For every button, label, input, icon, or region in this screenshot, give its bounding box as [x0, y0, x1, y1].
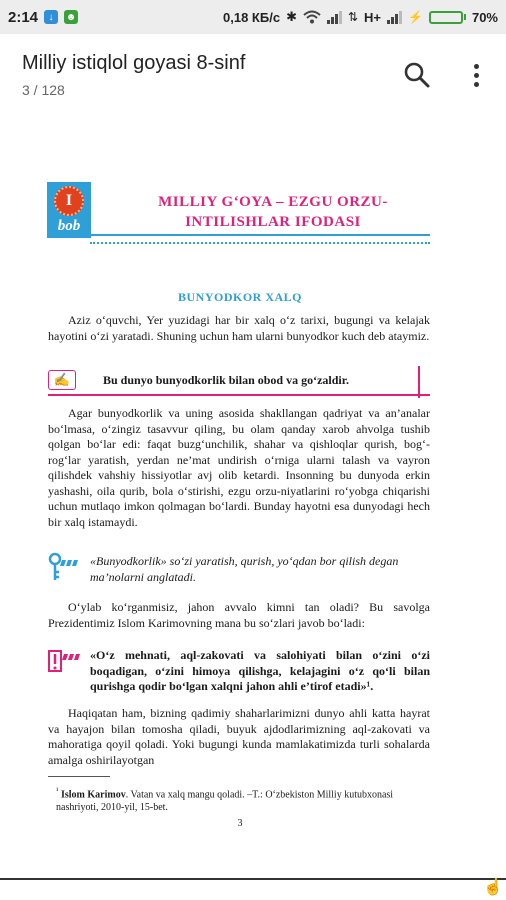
- chapter-badge: [47, 182, 91, 238]
- battery-icon: [429, 11, 466, 24]
- pen-hand-icon: ✍: [48, 370, 76, 390]
- more-vert-icon: [474, 64, 479, 69]
- wifi-icon: [303, 10, 321, 24]
- status-right: [223, 9, 498, 25]
- app-bar: [0, 34, 506, 117]
- download-icon: ↓: [44, 10, 58, 24]
- signal-icon: [387, 10, 402, 24]
- app-icon: ☻: [65, 11, 77, 23]
- page-indicator: 3 / 128: [22, 82, 65, 98]
- paragraph: Agar bunyodkorlik va uning asosida shakllangan qadriyat va an’analar bo‘lmasa, o‘zingiz tasavvur qiling, bu olam qanday xarob ahvolga tushib qolgan bo‘lar edi: faqat buzg‘unchilik, shahar va qishloqlar qurish, bog‘-rog‘lar yaratish, yerdan ne’mat undirish o‘rniga ularni talash va vayron qilishdek vahshiy hissiyotlar avj olib ketardi. Insonning bu dunyoda erkin yashashi, oila qurib, bola o‘stirishi, ezgu orzu-niyatlarini ro‘yobga chiqarishi uchun mutlaqo imkon qolmagan bo‘lardi. Bunday hayotni esa dunyodagi hech bir xalq istamaydi.: [48, 406, 430, 529]
- footnote-divider: [48, 776, 110, 777]
- status-left: [8, 9, 78, 26]
- page-number: 3: [237, 818, 243, 829]
- chapter-title: MILLIY G‘OYA – EZGU ORZU-INTILISHLAR IFODASI: [158, 194, 388, 230]
- chapter-word: bob: [57, 218, 81, 234]
- hand-icon[interactable]: ☝: [483, 879, 503, 896]
- quote-text: «O‘z mehnati, aql-zakovati va salohiyati bilan o‘zini o‘zi boqadigan, o‘zini himoya qilishga, kelajagini o‘z qo‘li bilan qurishga qodir bo‘lgan xalqni jahon ahli e’tirof etadi»¹.: [90, 648, 430, 693]
- footnote-mark: ¹: [56, 786, 59, 795]
- chapter-divider: [90, 234, 430, 244]
- data-transfer-icon: ⇅: [347, 10, 359, 24]
- exclamation-icon: [48, 650, 84, 672]
- network-speed: 0,18 КБ/с: [223, 9, 281, 25]
- search-button[interactable]: [400, 58, 434, 92]
- definition-note: [48, 552, 430, 588]
- bottom-divider: [0, 878, 506, 880]
- paragraph: O‘ylab ko‘rganmisiz, jahon avvalo kimni tan oladi? Bu savolga Prezidentimiz Islom Karimovning mana bu so‘zlari javob bo‘ladi:: [48, 600, 430, 630]
- document-page[interactable]: [0, 116, 506, 878]
- more-options-button[interactable]: [462, 58, 490, 92]
- key-icon: [48, 552, 84, 582]
- highlight-box: [48, 370, 430, 396]
- signal-icon: [327, 10, 342, 24]
- status-time: 2:14: [8, 8, 39, 26]
- document-title: Milliy istiqlol goyasi 8-sinf: [22, 52, 246, 74]
- network-type: H+: [364, 9, 382, 25]
- search-icon: [400, 58, 434, 92]
- highlight-text: Bu dunyo bunyodkorlik bilan obod va go‘zaldir.: [103, 373, 349, 387]
- paragraph: Aziz o‘quvchi, Yer yuzidagi har bir xalq o‘z tarixi, bugungi va kelajak hayotini o‘zi yaratadi. Shuning uchun ham ularni bunyodkor kuch deb ataymiz.: [48, 313, 430, 343]
- bluetooth-icon: ✱: [286, 9, 297, 24]
- battery-percent: 70%: [471, 9, 498, 25]
- status-bar: [0, 0, 506, 34]
- chapter-number: I: [54, 186, 84, 216]
- paragraph: Haqiqatan ham, bizning qadimiy shaharlarimizni dunyo ahli katta hayrat va hayajon bilan tomosha qiladi, buyuk ajdodlarimizning aql-zakovati va mahoratiga qoyil qoladi. Yoki bugungi kunda mamlakatimizda turli sohalarda amalga oshirilayotgan: [48, 706, 430, 767]
- quote-block: [48, 648, 430, 704]
- section-heading: BUNYODKOR XALQ: [177, 290, 302, 304]
- charging-icon: ⚡: [408, 10, 423, 24]
- footnote-text: . Vatan va xalq mangu qoladi. –T.: O‘zbekiston Milliy kutubxonasi nashriyoti, 2010-yil, 15-bet.: [56, 789, 394, 814]
- highlight-marker: [418, 366, 420, 398]
- footnote: [56, 784, 430, 814]
- note-text: «Bunyodkorlik» so‘zi yaratish, qurish, yo‘qdan bor qilish degan ma’nolarni anglatadi.: [90, 554, 399, 584]
- footnote-author: Islom Karimov: [61, 789, 126, 801]
